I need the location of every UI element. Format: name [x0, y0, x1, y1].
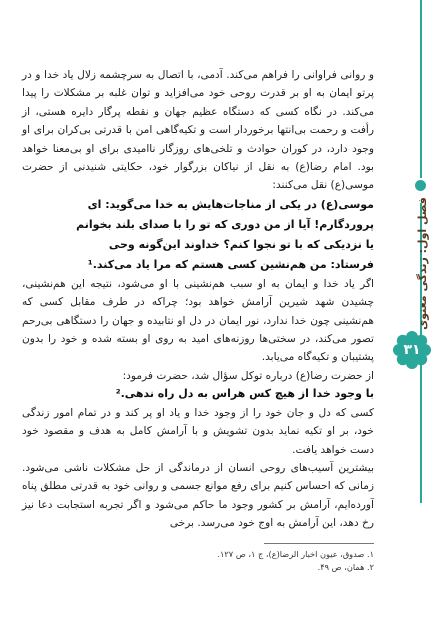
paragraph-1: و روانی فراوانی را فراهم می‌کند. آدمی، با اتصال به سرچشمه زلال یاد خدا و در پرتو ایمان به او بر قدرت روحی خود می‌افزاید و توان غلبه بر مشکلات را پیدا می‌کند. در نگاه کسی که دستگاه عظیم جهان و نقطه پرگار دایره هستی، از رأفت و رحمت بی‌انتها برخوردار است و تکیه‌گاهی امن با قدرتی بی‌کران برای او وجود دارد، در کوران حوادث و تلخی‌های روزگار ناامیدی برای او بی‌معنا خواهد بود. امام رضا(ع) به نقل از نیاکان بزرگوار خود، حکایتی شنیدنی از حضرت موسی(ع) نقل می‌کنند: [22, 69, 374, 192]
rail-line-top [420, 0, 422, 178]
page-number: ۳۱ [403, 342, 421, 358]
footnote-2: ۲. همان، ص ۴۹. [317, 562, 374, 572]
quote-line-4: فرستاد: من هم‌نشین کسی هستم که مرا یاد می‌کند.¹ [87, 257, 374, 271]
page-body [22, 66, 374, 533]
paragraph-5: بیشترین آسیب‌های روحی انسان از درماندگی از حل مشکلات ناشی می‌شود. زمانی که احساس کنیم برای رفع موانع جسمی و روانی خود به قدرتی مطلق پناه آورده‌ایم، آرامش بر کشور وجود ما حاکم می‌شود و اگر تجربه استجابت دعا نیز رخ دهد، این آرامش به اوج خود می‌رسد. برخی [22, 461, 374, 530]
footnote-separator [264, 543, 374, 544]
quote-line-3: یا نزدیکی که با تو نجوا کنم؟ خداوند این‌گونه وحی [108, 237, 374, 251]
footnote-1: ۱. صدوق، عیون اخبار الرضا(ع)، ج ۱، ص ۱۲۷. [217, 549, 374, 559]
paragraph-4: کسی که دل و جان خود را از وجود خدا و یاد او پر کند و در تمام امور زندگی خود، بر او تکیه نماید بدون تشویش و با آرامش کامل به هدف و مقصود خود دست خواهد یافت. [22, 406, 374, 456]
paragraph-3: از حضرت رضا(ع) درباره توکل سؤال شد، حضرت فرمود: [122, 369, 374, 382]
chapter-title: فصل اول: زندگی معنوی [415, 196, 429, 330]
footnotes [22, 548, 374, 574]
quote-line-1: موسی(ع) در یکی از مناجات‌هایش به خدا می‌گوید: ای [87, 197, 374, 211]
quote-line-2: پروردگارم! آیا از من دوری که تو را با صدای بلند بخوانم [76, 217, 374, 231]
page-number-badge [392, 330, 432, 370]
moses-quote [22, 195, 374, 275]
emphasized-saying: با وجود خدا از هیچ کس هراس به دل راه ندهی.² [115, 387, 374, 401]
paragraph-2: اگر یاد خدا و ایمان به او سبب هم‌نشینی با او می‌شود، نتیجه این هم‌نشینی، چشیدن شهد شیرین آرامش خواهد بود؛ چراکه در طرف مقابل کسی که هم‌نشینی چون خدا ندارد، نور ایمان در دل او نتابیده و جهان را دستگاهی بی‌رحم تصور می‌کند، در سختی‌ها روزنه‌های امید به روی او بسته شده و خود را بدون پشتیبان و تکیه‌گاه می‌یابد. [22, 277, 374, 364]
